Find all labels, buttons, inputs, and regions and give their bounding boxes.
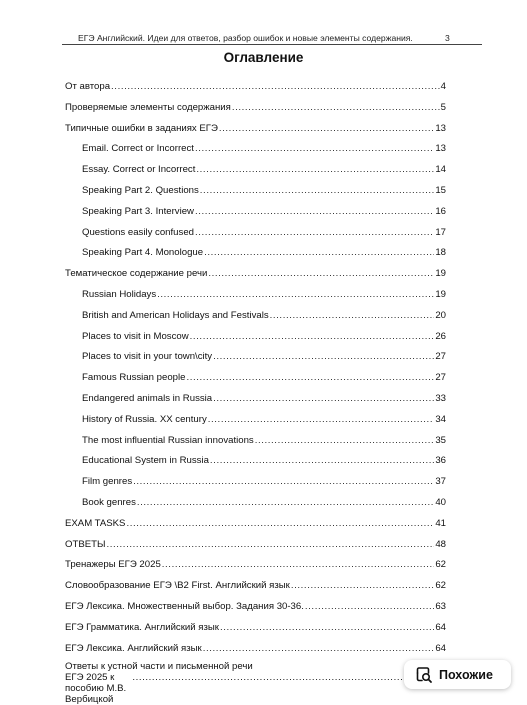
toc-entry[interactable] xyxy=(82,205,446,219)
toc-entry-last-line1: Ответы к устной части и письменной речи xyxy=(65,661,253,672)
toc-entry[interactable] xyxy=(82,475,446,489)
toc-entry-last[interactable] xyxy=(65,661,446,705)
toc-entry-page: 5 xyxy=(440,101,446,113)
toc-entry[interactable] xyxy=(65,122,446,136)
toc-entry-title: Educational System in Russia xyxy=(82,455,209,467)
toc-dot-leader xyxy=(126,517,434,531)
toc-dot-leader xyxy=(137,496,434,510)
toc-entry-page: 41 xyxy=(435,517,446,529)
toc-dot-leader xyxy=(210,454,434,468)
toc-dot-leader xyxy=(204,246,434,260)
toc-dot-leader xyxy=(305,600,434,614)
toc-entry-title: Film genres xyxy=(82,476,133,488)
toc-entry-title: ЕГЭ Грамматика. Английский язык xyxy=(65,621,219,633)
toc-entry-page: 48 xyxy=(435,538,446,550)
toc-entry[interactable] xyxy=(65,558,446,572)
toc-entry-page: 37 xyxy=(435,476,446,488)
toc-entry-title: EXAM TASKS xyxy=(65,517,126,529)
toc-entry-page: 16 xyxy=(435,205,446,217)
header-text: ЕГЭ Английский. Идеи для ответов, разбор ошибок и новые элементы содержания. xyxy=(78,33,413,43)
toc-entry[interactable] xyxy=(82,330,446,344)
toc-entry[interactable] xyxy=(82,434,446,448)
toc-entry-title: ЕГЭ Лексика. Множественный выбор. Задания 30-36. xyxy=(65,601,304,612)
toc-entry-page: 62 xyxy=(435,559,446,571)
toc-entry-title: Places to visit in your town\city xyxy=(82,351,213,363)
toc-dot-leader xyxy=(213,350,434,364)
toc-dot-leader xyxy=(208,413,435,427)
toc-entry-page: 36 xyxy=(435,455,446,467)
toc-entry-title: Speaking Part 4. Monologue xyxy=(82,247,204,259)
toc-entry[interactable] xyxy=(82,309,446,323)
toc-entry[interactable] xyxy=(65,517,446,531)
toc-entry[interactable] xyxy=(82,163,446,177)
toc-dot-leader xyxy=(106,538,434,552)
toc-entry-title: Endangered animals in Russia xyxy=(82,393,213,404)
toc-entry[interactable] xyxy=(65,101,446,115)
toc-entry-page: 27 xyxy=(435,351,446,363)
toc-dot-leader xyxy=(255,434,435,448)
toc-entry-page: 14 xyxy=(435,164,446,176)
toc-entry-last-line2: ЕГЭ 2025 к пособию М.В. Вербицкой xyxy=(65,672,127,705)
toc-entry-page: 15 xyxy=(435,185,446,196)
toc-entry-title: Speaking Part 3. Interview xyxy=(82,205,194,217)
toc-entry-title: От автора xyxy=(65,81,111,92)
toc-dot-leader xyxy=(195,205,434,219)
toc-entry-title: Famous Russian people xyxy=(82,372,186,384)
toc-entry-title: Email. Correct or Incorrect xyxy=(82,143,194,155)
toc-dot-leader xyxy=(195,226,434,240)
toc-dot-leader xyxy=(162,558,435,572)
similar-button-label: Похожие xyxy=(439,667,493,682)
toc-entry-title: Book genres xyxy=(82,497,136,508)
toc-dot-leader xyxy=(220,621,434,635)
toc-entry-page: 18 xyxy=(435,247,446,259)
toc-dot-leader xyxy=(195,142,434,156)
toc-dot-leader xyxy=(157,288,434,302)
toc-entry[interactable] xyxy=(65,642,446,656)
toc-entry-page: 19 xyxy=(435,268,446,280)
toc-entry-page: 13 xyxy=(435,143,446,155)
toc-entry[interactable] xyxy=(65,579,446,593)
header-page-number: 3 xyxy=(445,33,450,43)
toc-entry-title: Russian Holidays xyxy=(82,289,157,300)
toc-entry-page: 64 xyxy=(435,642,446,654)
toc-dot-leader xyxy=(270,309,435,323)
toc-dot-leader xyxy=(186,371,434,385)
toc-entry[interactable] xyxy=(65,621,446,635)
toc-entry-title: The most influential Russian innovations xyxy=(82,434,254,446)
toc-dot-leader xyxy=(219,122,434,136)
toc-dot-leader xyxy=(208,267,434,281)
toc-entry-page: 63 xyxy=(435,601,446,612)
toc-entry-title: Essay. Correct or Incorrect xyxy=(82,164,196,176)
toc-entry-page: 64 xyxy=(435,621,446,633)
toc-entry-page: 62 xyxy=(435,580,446,592)
toc-dot-leader xyxy=(133,475,434,489)
toc-title: Оглавление xyxy=(223,50,304,65)
toc-entry[interactable] xyxy=(82,226,446,240)
toc-entry[interactable] xyxy=(82,288,446,302)
toc-entry-title: Places to visit in Moscow xyxy=(82,330,189,342)
toc-entry[interactable] xyxy=(82,413,446,427)
toc-entry[interactable] xyxy=(82,246,446,260)
toc-entry[interactable] xyxy=(82,184,446,198)
toc-entry-title: Speaking Part 2. Questions xyxy=(82,185,199,196)
toc-entry-title: Проверяемые элементы содержания xyxy=(65,101,231,113)
toc-entry[interactable] xyxy=(82,454,446,468)
toc-entry-title: Тематическое содержание речи xyxy=(65,268,208,280)
toc-dot-leader xyxy=(132,672,446,683)
toc-entry-title: ОТВЕТЫ xyxy=(65,538,106,550)
toc-entry[interactable] xyxy=(82,496,446,510)
toc-dot-leader xyxy=(190,330,435,344)
similar-button[interactable] xyxy=(404,660,511,689)
toc-entry-title: British and American Holidays and Festivals xyxy=(82,309,269,321)
toc-entry-page: 19 xyxy=(435,289,446,300)
toc-entry[interactable] xyxy=(65,80,446,94)
toc-entry-page: 33 xyxy=(435,393,446,404)
toc-entry[interactable] xyxy=(82,371,446,385)
toc-entry[interactable] xyxy=(65,267,446,281)
running-header xyxy=(62,32,482,45)
toc-entry[interactable] xyxy=(65,538,446,552)
toc-entry-page: 35 xyxy=(435,434,446,446)
toc-entry[interactable] xyxy=(65,600,446,614)
toc-entry-page: 17 xyxy=(435,226,446,238)
toc-dot-leader xyxy=(111,80,440,94)
toc-entry-title: Questions easily confused xyxy=(82,226,194,238)
toc-entry-title: Тренажеры ЕГЭ 2025 xyxy=(65,559,161,571)
toc-entry-title: Словообразование ЕГЭ \B2 First. Английский язык xyxy=(65,580,290,592)
toc-dot-leader xyxy=(232,101,440,115)
toc-entry-title: ЕГЭ Лексика. Английский язык xyxy=(65,642,202,654)
toc-entry[interactable] xyxy=(82,350,446,364)
toc-entry-page: 4 xyxy=(440,81,446,92)
toc-entry-page: 40 xyxy=(435,497,446,508)
toc-entry-page: 27 xyxy=(435,372,446,384)
toc-entry-page: 34 xyxy=(435,413,446,425)
similar-search-icon xyxy=(415,666,433,684)
toc-dot-leader xyxy=(203,642,435,656)
toc-dot-leader xyxy=(196,163,434,177)
toc-entry[interactable] xyxy=(82,142,446,156)
toc-dot-leader xyxy=(213,392,434,406)
toc-entry-title: History of Russia. XX century xyxy=(82,413,207,425)
toc-dot-leader xyxy=(200,184,435,198)
toc-entry-page: 20 xyxy=(435,309,446,321)
toc-entry-page: 26 xyxy=(435,330,446,342)
toc-dot-leader xyxy=(291,579,434,593)
toc-entry[interactable] xyxy=(82,392,446,406)
toc-entry-title: Типичные ошибки в заданиях ЕГЭ xyxy=(65,122,218,134)
toc-entry-page: 13 xyxy=(435,122,446,134)
